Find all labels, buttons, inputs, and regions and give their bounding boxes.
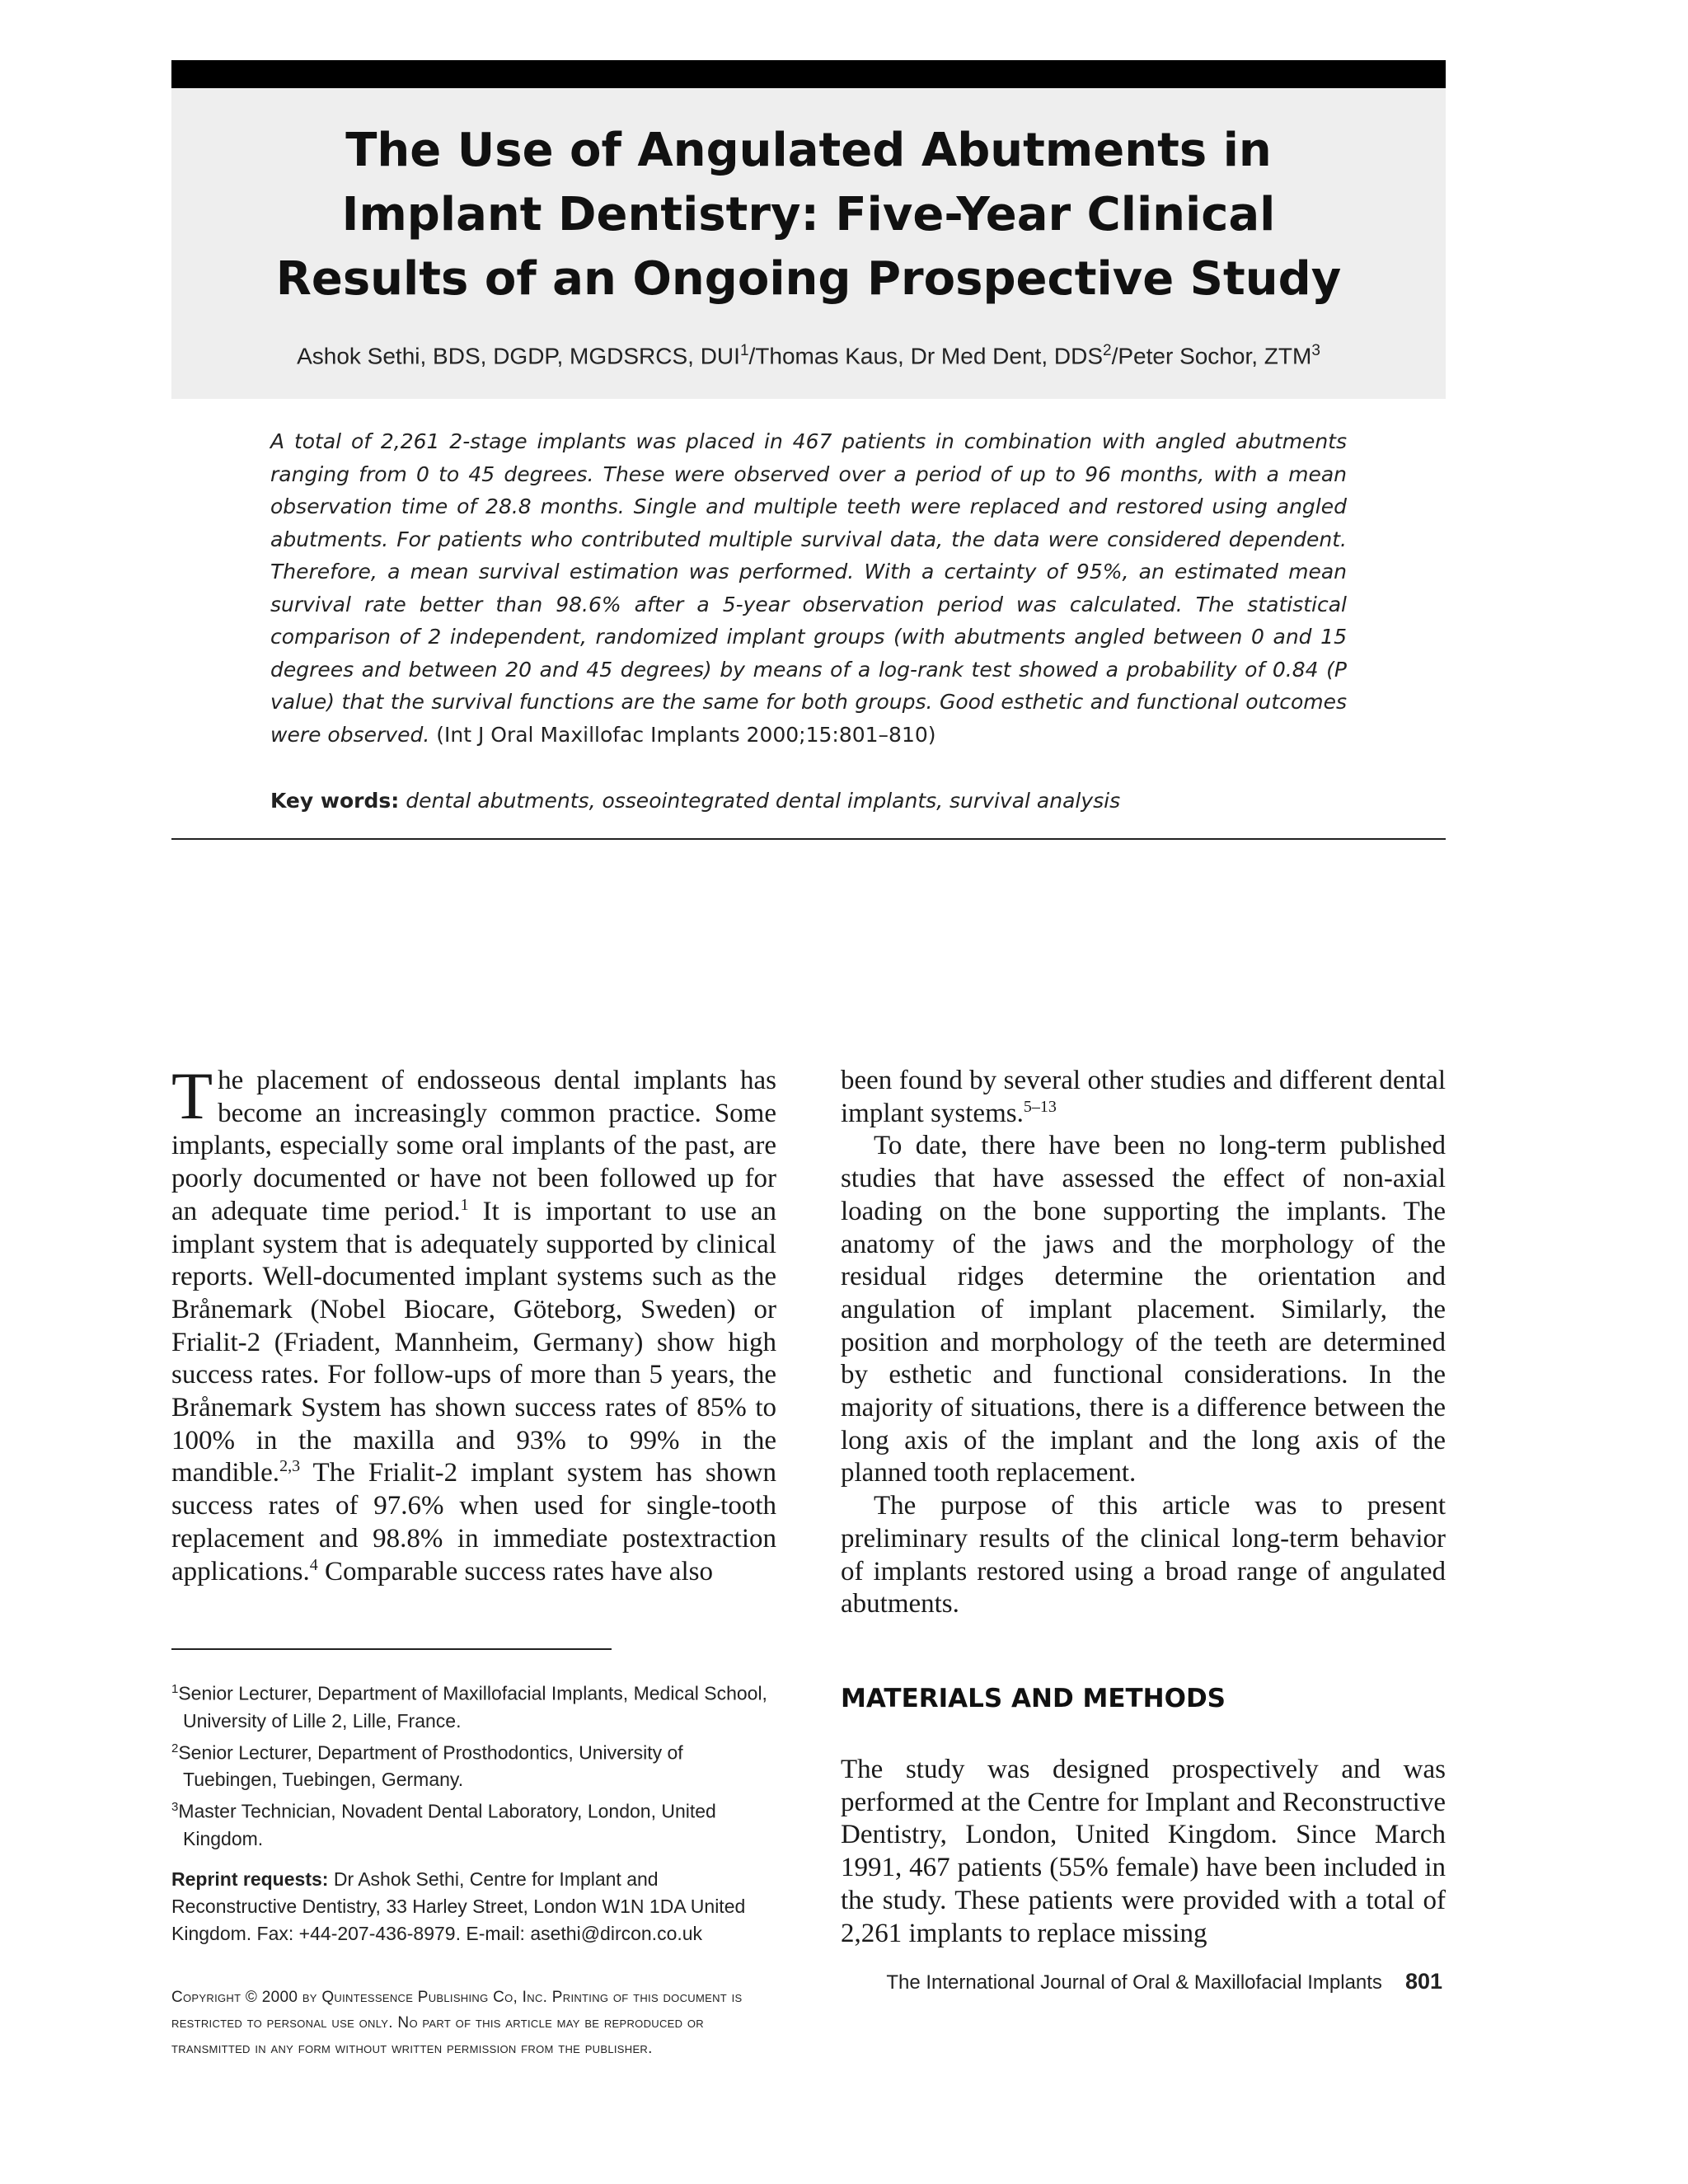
author-name: Ashok Sethi, BDS, DGDP, MGDSRCS, DUI (297, 343, 740, 369)
footnote (171, 1793, 776, 1853)
title-line-1: The Use of Angulated Abutments in (345, 124, 1272, 177)
body-column-right (841, 1065, 1446, 1621)
footnote (171, 1735, 776, 1794)
page-footer (849, 1966, 1442, 1998)
author-affiliation-mark: 2 (1103, 342, 1112, 359)
body-column-right-lower (841, 1754, 1446, 1950)
footnote-mark: 3 (171, 1800, 179, 1815)
reference-mark: 4 (309, 1555, 318, 1574)
footnote-text: Master Technician, Novadent Dental Laboratory, London, United Kingdom. (178, 1800, 716, 1849)
author-affiliation-mark: 3 (1311, 342, 1320, 359)
body-column-left (171, 1058, 776, 1588)
reprint-requests (171, 1866, 776, 1947)
body-paragraph: To date, there have been no long-term published studies that have assessed the effect of non-axial loading on the bone supporting the implants. The anatomy of the jaws and the morphology of the residual ridges determine the orientation and angulation of implant placement. Similarly, the position and morphology of the teeth are determined by esthetic and functional considerations. In the majority of situations, there is a difference between the long axis of the implant and the long axis of the planned tooth replacement. (841, 1131, 1446, 1488)
copyright-notice: Copyright © 2000 by Quintessence Publishing Co, Inc. Printing of this document is restricted to personal use only. No part of this article may be reproduced or transmitted in any form without written permission from the publisher. (171, 1989, 743, 2057)
author-name: Thomas Kaus, Dr Med Dent, DDS (755, 343, 1103, 369)
body-paragraph: The purpose of this article was to present preliminary results of the clinical long-term behavior of implants restored using a broad range of angulated abutments. (841, 1491, 1446, 1619)
journal-name: The International Journal of Oral & Maxillofacial Implants (886, 1971, 1382, 1994)
intro-paragraph-continued (841, 1065, 1446, 1130)
footnote-mark: 2 (171, 1741, 179, 1755)
title-line-2: Implant Dentistry: Five-Year Clinical (341, 188, 1276, 241)
keywords-label: Key words: (270, 789, 400, 813)
keywords-text: dental abutments, osseointegrated dental implants, survival analysis (406, 789, 1121, 813)
footnotes (171, 1675, 776, 1853)
page-number: 801 (1404, 1969, 1442, 1994)
body-text: Comparable success rates have also (317, 1556, 713, 1586)
body-text: It is important to use an implant system that is adequately supported by clinical reports. Well-documented implant systems such as the Brånemark (Nobel Biocare, Göteborg, Sweden) or Frialit-2 (Friadent, Mannheim, Germany) show high success rates. For follow-ups of more than 5 years, the Brånemark System has shown success rates of 85% to 100% in the maxilla and 93% to 99% in the mandible. (171, 1196, 776, 1488)
reference-mark: 2,3 (279, 1457, 301, 1476)
reprint-label: Reprint requests: (171, 1868, 329, 1890)
body-text: he placement of endosseous dental implants has become an increasingly common practice. Some implants, especially some oral implants of the past, are poorly documented or have not been followed up for an adequate time period. (171, 1066, 776, 1226)
reference-mark: 1 (460, 1195, 469, 1214)
drop-cap: T (171, 1058, 213, 1133)
abstract (270, 425, 1347, 751)
footnote (171, 1675, 776, 1735)
body-paragraph: The study was designed prospectively and was performed at the Centre for Implant and Reconstructive Dentistry, London, United Kingdom. Since March 1991, 467 patients (55% female) have been included in the study. These patients were provided with a total of 2,261 implants to replace missing (841, 1755, 1446, 1948)
reference-mark: 5–13 (1023, 1097, 1057, 1116)
body-text: The Frialit-2 implant system has shown success rates of 97.6% when used for single-tooth replacement and 98.8% in immediate postextraction applications. (171, 1458, 776, 1586)
footnote-divider (171, 1648, 612, 1650)
reprint-text: Dr Ashok Sethi, Centre for Implant and Reconstructive Dentistry, 33 Harley Street, London W1N 1DA United Kingdom. Fax: +44-207-436-8979. E-mail: asethi@dircon.co.uk (171, 1868, 746, 1944)
author-list: Ashok Sethi, BDS, DGDP, MGDSRCS, DUI$^1$/Thomas Kaus, Dr Med Dent, DDS$^2$/Peter Sochor, ZTM$^3$ (297, 342, 1320, 369)
footnote-text: Senior Lecturer, Department of Maxillofacial Implants, Medical School, University of Lille 2, Lille, France. (178, 1682, 767, 1732)
author-affiliation-mark: 1 (739, 342, 749, 359)
article-title (171, 119, 1446, 312)
author-name: Peter Sochor, ZTM (1118, 343, 1312, 369)
footnote-text: Senior Lecturer, Department of Prosthodontics, University of Tuebingen, Tuebingen, Germany. (178, 1741, 683, 1791)
section-divider (171, 838, 1446, 840)
footnote-mark: 1 (171, 1682, 179, 1696)
header-bar (171, 60, 1446, 88)
title-line-3: Results of an Ongoing Prospective Study (275, 252, 1342, 306)
abstract-text: A total of 2,261 2-stage implants was placed in 467 patients in combination with angled abutments ranging from 0 to 45 degrees. These were observed over a period of up to 96 months, with a mean observation time of 28.8 months. Single and multiple teeth were replaced and restored using angled abutments. For patients who contributed multiple survival data, the data were considered dependent. Therefore, a mean survival estimation was performed. With a certainty of 95%, an estimated mean survival rate better than 98.6% after a 5-year observation period was calculated. The statistical comparison of 2 independent, randomized implant groups (with abutments angled between 0 and 15 degrees and between 20 and 45 degrees) by means of a log-rank test showed a probability of 0.84 (P value) that the survival functions are the same for both groups. Good esthetic and functional outcomes were observed. (270, 429, 1347, 747)
body-text: been found by several other studies and different dental implant systems. (841, 1066, 1446, 1128)
keywords (270, 785, 1347, 818)
section-heading: MATERIALS AND METHODS (841, 1684, 1226, 1713)
journal-citation: (Int J Oral Maxillofac Implants 2000;15:801–810) (436, 722, 936, 747)
intro-paragraph (171, 1058, 776, 1588)
